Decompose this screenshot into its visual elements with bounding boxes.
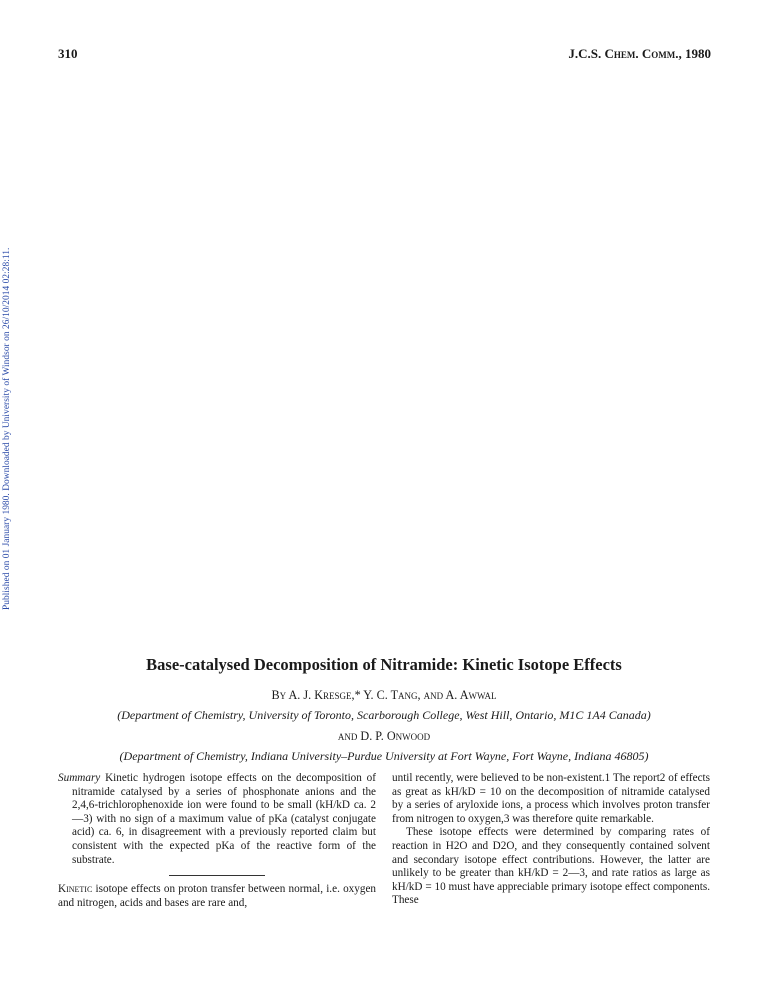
- page-number: 310: [58, 46, 78, 61]
- right-paragraph-1: until recently, were believed to be non-existent.1 The report2 of effects as great as kH/kD = 10 on the decomposition of nitramide catalysed by a series of aryloxide ions, a process which involves proton transfer from nitrogen to oxygen,3 was therefore quite remarkable.: [392, 772, 710, 825]
- intro-paragraph: [58, 883, 376, 910]
- journal-header: J.C.S. Chem. Comm., 1980: [568, 46, 711, 61]
- download-watermark: [2, 180, 16, 610]
- affiliation-2: (Department of Chemistry, Indiana University–Purdue University at Fort Wayne, Fort Wayne, Indiana 46805): [119, 749, 649, 763]
- summary-text: Kinetic hydrogen isotope effects on the decomposition of nitramide catalysed by a series of phosphonate anions and the 2,4,6-trichlorophenoxide ion were found to be small (kH/kD ca. 2—3) with no sign of a maximum value of pKa (catalyst conjugate acid) ca. 6, in disagreement with a previously reported claim but consistent with the expected pKa of the reactive form of the substrate.: [72, 772, 377, 866]
- right-column: [392, 772, 710, 908]
- intro-text: isotope effects on proton transfer between normal, i.e. oxygen and nitrogen, acids and bases are rare and,: [58, 883, 377, 909]
- summary-lead: Summary: [58, 772, 101, 784]
- article-title: Base-catalysed Decomposition of Nitramide: Kinetic Isotope Effects: [146, 655, 622, 674]
- authors-line-2: and D. P. Onwood: [337, 729, 431, 743]
- download-watermark-text[interactable]: Published on 01 January 1980. Downloaded by University of Windsor on 26/10/2014 02:28:11.: [2, 247, 12, 610]
- summary-paragraph: [58, 772, 376, 867]
- section-divider: [169, 875, 265, 876]
- right-paragraph-2: These isotope effects were determined by comparing rates of reaction in H2O and D2O, and they consequently contained solvent and secondary isotope effect contributions. However, the latter are unlikely to be greater than kH/kD = 2—3, and rate ratios as large as kH/kD = 10 must have appreciable primary isotope effect components. These: [392, 826, 710, 907]
- intro-lead: Kinetic: [58, 883, 93, 896]
- affiliation-1: (Department of Chemistry, University of Toronto, Scarborough College, West Hill, Ontario, M1C 1A4 Canada): [117, 708, 651, 722]
- authors-line-1: By A. J. Kresge,* Y. C. Tang, and A. Awwal: [271, 688, 497, 702]
- left-column: [58, 772, 376, 910]
